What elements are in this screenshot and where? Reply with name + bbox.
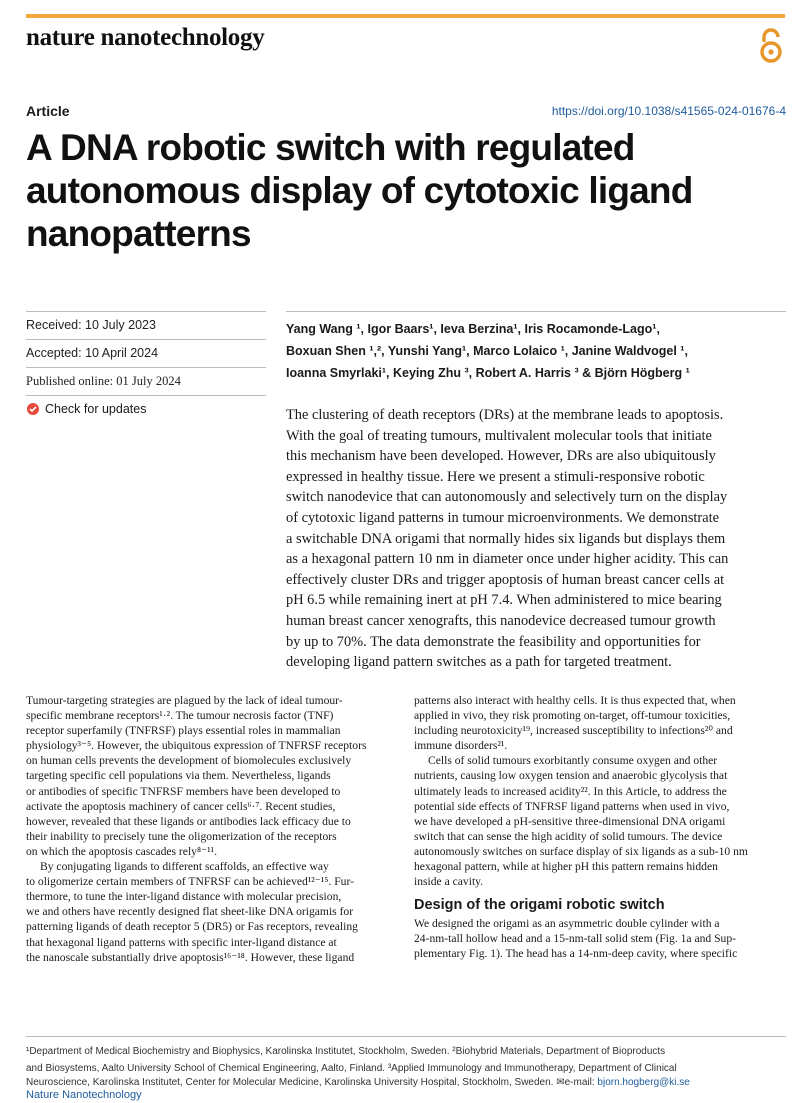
abstract-line: developing ligand pattern switches as a path for targeted treatment. [286, 654, 672, 671]
open-access-icon[interactable] [758, 26, 784, 66]
email-label: e-mail: [564, 1077, 598, 1088]
abstract-line: effectively cluster DRs and trigger apoptosis of human breast cancer cells at [286, 571, 725, 588]
abstract-line: by up to 70%. The data demonstrate the feasibility and opportunities for [286, 633, 701, 650]
body-line: autonomously switches on surface display of six ligands as a sub-10 nm [414, 844, 748, 858]
journal-name: nature nanotechnology [26, 24, 265, 51]
abstract-line: pH 6.5 while remaining inert at pH 7.4. When administered to mice bearing [286, 592, 722, 609]
body-line: applied in vivo, they risk promoting on-target, off-tumour toxicities, [414, 709, 731, 723]
affiliation-text: Neuroscience, Karolinska Institutet, Center for Molecular Medicine, Karolinska University Hospital, Stockholm, Sweden. [26, 1077, 557, 1088]
body-line: 24-nm-tall hollow head and a 15-nm-tall solid stem (Fig. 1a and Sup- [414, 932, 736, 946]
body-line: nutrients, causing low oxygen tension and anaerobic glycolysis that [414, 769, 728, 783]
abstract-line: With the goal of treating tumours, multivalent molecular tools that initiate [286, 427, 712, 444]
body-line: hexagonal pattern, while at higher pH this pattern remains hidden [414, 860, 718, 874]
body-line: potential side effects of TNFRSF ligand patterns when used in vivo, [414, 799, 730, 813]
body-line: By conjugating ligands to different scaffolds, an effective way [40, 860, 329, 874]
body-line: including neurotoxicity¹⁹, increased susceptibility to infections²⁰ and [414, 724, 733, 738]
body-line: we and others have recently designed flat sheet-like DNA origamis for [26, 905, 354, 919]
affiliation-line: and Biosystems, Aalto University School of Chemical Engineering, Aalto, Finland. ³Applied Immunology and Immunotherapy, Department of Clinical [26, 1063, 677, 1074]
affiliations [26, 1043, 786, 1077]
author-line: Boxuan Shen ¹,², Yunshi Yang¹, Marco Lolaico ¹, Janine Waldvogel ¹, [286, 344, 688, 358]
abstract-line: as a hexagonal pattern 10 nm in diameter once under higher acidity. This can [286, 551, 729, 568]
received-date: Received: 10 July 2023 [26, 318, 156, 332]
body-line: plementary Fig. 1). The head has a 14-nm-deep cavity, where specific [414, 947, 738, 961]
author-line: Yang Wang ¹, Igor Baars¹, Ieva Berzina¹, Iris Rocamonde-Lago¹, [286, 322, 660, 336]
body-line: to oligomerize certain members of TNFRSF can be achieved¹²⁻¹⁵. Fur- [26, 875, 354, 889]
abstract-line: human breast cancer xenografts, this nanodevice decreased tumour growth [286, 612, 716, 629]
body-line: that hexagonal ligand patterns with specific inter-ligand distance at [26, 935, 337, 949]
doi-link[interactable]: https://doi.org/10.1038/s41565-024-01676-4 [551, 104, 786, 118]
section-heading: Design of the origami robotic switch [414, 897, 665, 914]
body-line: Tumour-targeting strategies are plagued by the lack of ideal tumour- [26, 694, 343, 707]
body-line: on which the apoptosis cascades rely⁸⁻¹¹. [26, 844, 217, 858]
abstract-line: switch nanodevice that can autonomously and selectively turn on the display [286, 489, 728, 506]
body-line: patterns also interact with healthy cells. It is thus expected that, when [414, 694, 736, 707]
accent-bar [26, 14, 785, 18]
article-type: Article [26, 103, 70, 119]
body-line: Cells of solid tumours exorbitantly consume oxygen and other [428, 754, 718, 768]
body-line: We designed the origami as an asymmetric double cylinder with a [414, 917, 720, 931]
abstract [286, 405, 786, 673]
body-line: inside a cavity. [414, 875, 484, 889]
title-line: A DNA robotic switch with regulated [26, 127, 635, 168]
author-list [286, 318, 786, 384]
body-line: ultimately leads to increased acidity²². In this Article, to address the [414, 784, 727, 798]
affiliation-line: ¹Department of Medical Biochemistry and Biophysics, Karolinska Institutet, Stockholm, Sweden. ²Biohybrid Materials, Department of Bioproducts [26, 1046, 666, 1057]
check-updates-icon [26, 402, 40, 416]
body-line: however, revealed that these ligands or antibodies lack efficacy due to [26, 814, 351, 828]
author-line: Ioanna Smyrlaki¹, Keying Zhu ³, Robert A. Harris ³ & Björn Högberg ¹ [286, 366, 690, 380]
divider [26, 367, 266, 368]
affiliation-line [26, 1077, 690, 1088]
abstract-line: The clustering of death receptors (DRs) at the membrane leads to apoptosis. [286, 407, 724, 423]
abstract-line: of cytotoxic ligand patterns in tumour microenvironments. We demonstrate [286, 509, 719, 526]
footer-journal-name: Nature Nanotechnology [26, 1089, 142, 1101]
body-line: thermore, to tune the inter-ligand distance with molecular precision, [26, 890, 342, 904]
title-line: autonomous display of cytotoxic ligand [26, 170, 693, 211]
body-line: on human cells prevents the development of biomolecules exclusively [26, 754, 352, 768]
check-updates-label: Check for updates [45, 402, 147, 416]
body-line: or antibodies of specific TNFRSF members have been developed to [26, 784, 341, 798]
body-line: the nanoscale substantially drive apoptosis¹⁶⁻¹⁸. However, these ligand [26, 950, 355, 964]
body-line: targeting specific cell populations via them. Nevertheless, ligands [26, 769, 331, 783]
body-line: activate the apoptosis machinery of cancer cells⁶·⁷. Recent studies, [26, 799, 336, 813]
body-line: physiology³⁻⁵. However, the ubiquitous expression of TNFRSF receptors [26, 739, 367, 753]
title-line: nanopatterns [26, 213, 251, 254]
body-line: switch that can sense the high acidity of solid tumours. The device [414, 829, 723, 843]
email-link[interactable]: bjorn.hogberg@ki.se [597, 1077, 690, 1088]
body-line: receptor superfamily (TNFRSF) plays essential roles in mammalian [26, 724, 341, 738]
email-icon: ✉ [556, 1077, 565, 1088]
divider [26, 395, 266, 396]
published-date: Published online: 01 July 2024 [26, 374, 181, 388]
divider [26, 1036, 786, 1037]
divider [26, 311, 266, 312]
body-line: specific membrane receptors¹·². The tumour necrosis factor (TNF) [26, 709, 334, 723]
body-line: their inability to precisely tune the oligomerization of the receptors [26, 829, 337, 843]
divider [286, 311, 786, 312]
body-line: immune disorders²¹. [414, 739, 508, 753]
body-column-right [414, 693, 786, 962]
check-for-updates-button[interactable] [26, 402, 146, 416]
body-column-left [26, 693, 398, 965]
body-line: we have developed a pH-sensitive three-dimensional DNA origami [414, 814, 726, 828]
abstract-line: this mechanism have been developed. However, DRs are also ubiquitously [286, 448, 716, 465]
divider [26, 339, 266, 340]
body-line: patterning ligands of death receptor 5 (DR5) or Fas receptors, revealing [26, 920, 358, 934]
abstract-line: expressed in healthy tissue. Here we present a stimuli-responsive robotic [286, 468, 705, 485]
article-title [26, 126, 766, 255]
accepted-date: Accepted: 10 April 2024 [26, 346, 159, 360]
abstract-line: a switchable DNA origami that normally hides six ligands but displays them [286, 530, 726, 547]
